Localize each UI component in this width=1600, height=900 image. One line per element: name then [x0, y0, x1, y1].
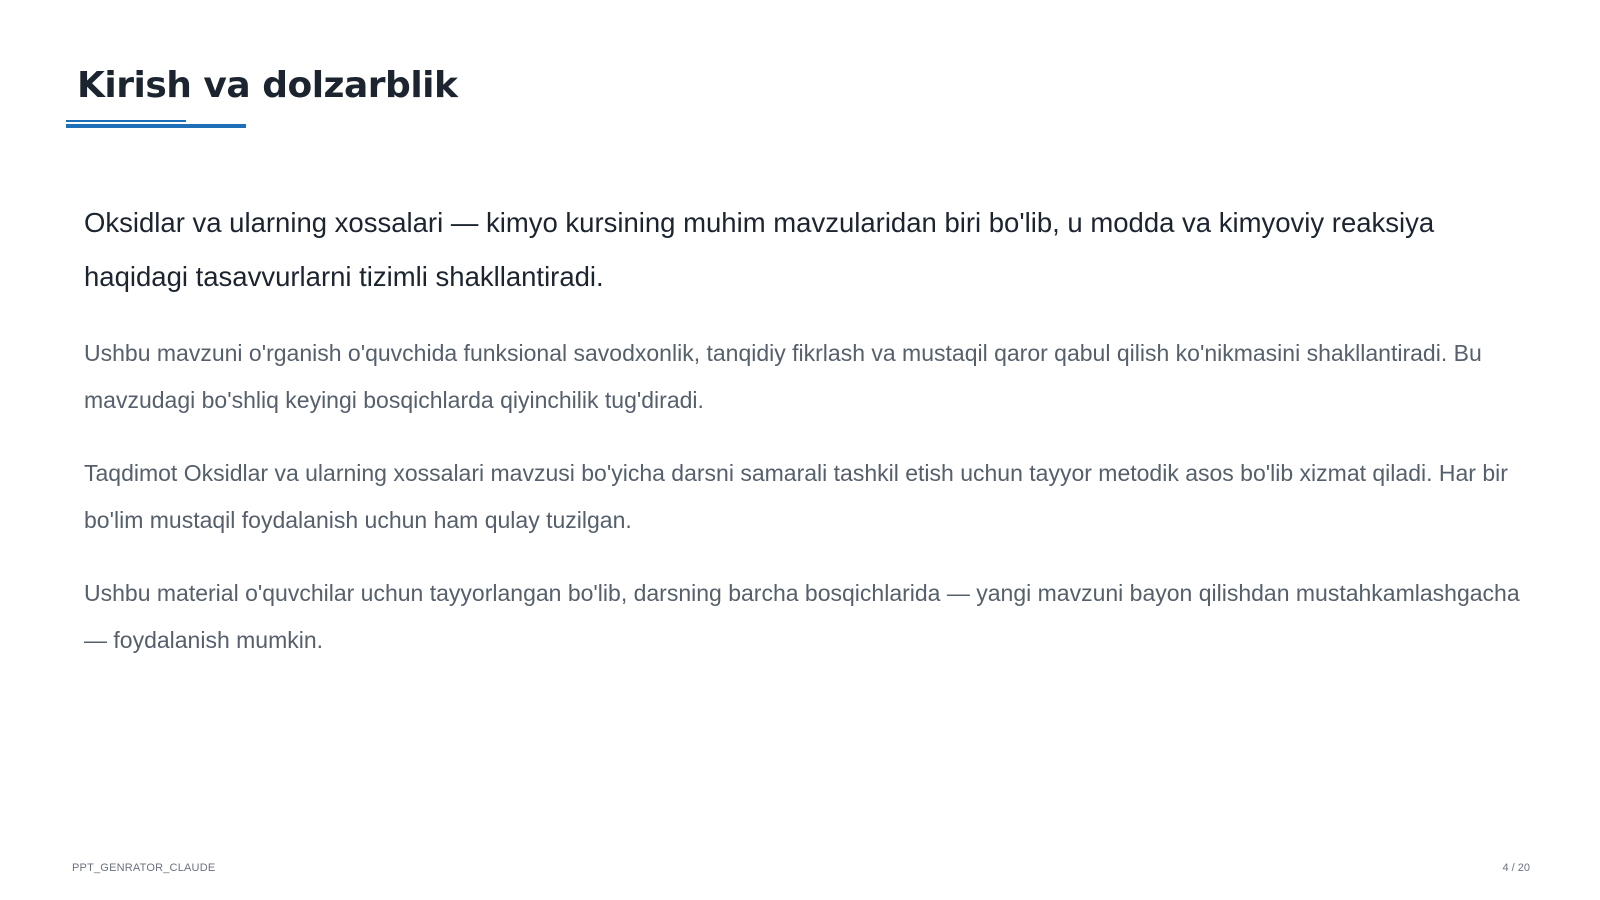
- slide-title: Kirish va dolzarblik: [77, 65, 458, 106]
- body-paragraph-1: Ushbu mavzuni o'rganish o'quvchida funksional savodxonlik, tanqidiy fikrlash va mustaqil qaror qabul qilish ko'nikmasini shakllantiradi. Bu mavzudagi bo'shliq keyingi bosqichlarda qiyinchilik tug'diradi.: [84, 340, 1482, 413]
- body-paragraph-3: Ushbu material o'quvchilar uchun tayyorlangan bo'lib, darsning barcha bosqichlarida — yangi mavzuni bayon qilishdan mustahkamlashgacha — foydalanish mumkin.: [84, 580, 1520, 653]
- lead-paragraph: Oksidlar va ularning xossalari — kimyo kursining muhim mavzularidan biri bo'lib, u modda va kimyoviy reaksiya haqidagi tasavvurlarni tizimli shakllantiradi.: [84, 207, 1435, 292]
- title-underline-accent: [66, 124, 246, 128]
- title-underline-thin: [66, 120, 186, 122]
- page-number: 4 / 20: [1502, 862, 1530, 874]
- footer-brand: PPT_GENRATOR_CLAUDE: [72, 862, 216, 874]
- body-paragraph-2: Taqdimot Oksidlar va ularning xossalari mavzusi bo'yicha darsni samarali tashkil etish uchun tayyor metodik asos bo'lib xizmat qiladi. Har bir bo'lim mustaqil foydalanish uchun ham qulay tuzilgan.: [84, 460, 1508, 533]
